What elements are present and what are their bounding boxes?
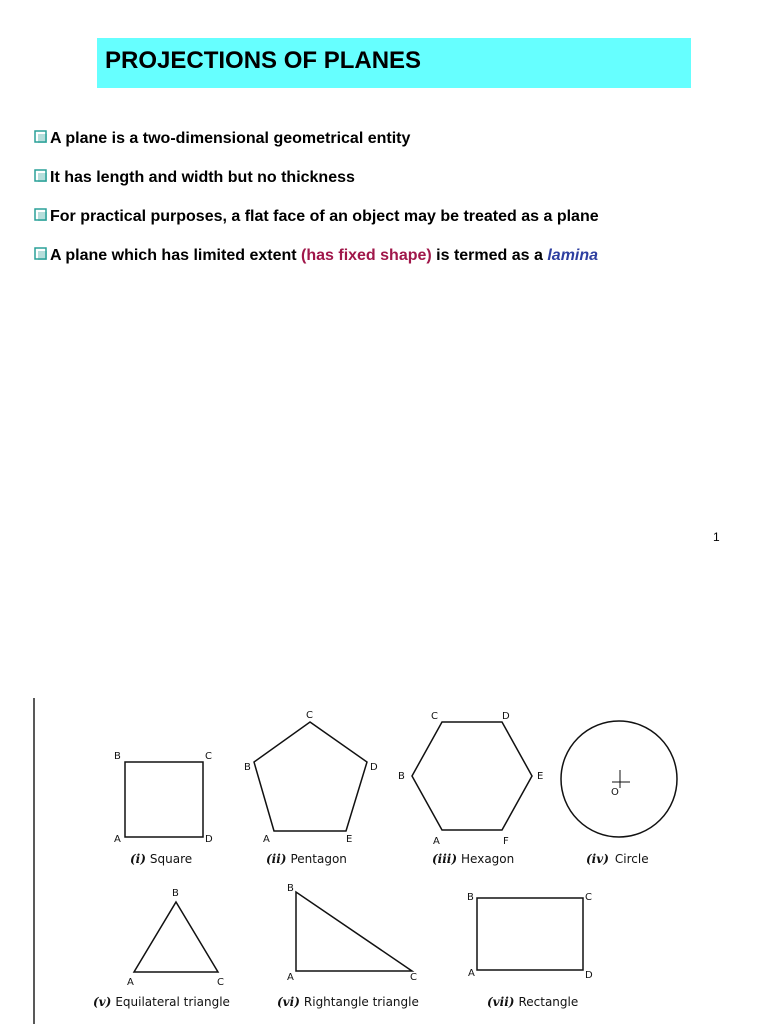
vertex-label: A [433,836,440,847]
vertex-label: C [431,711,438,722]
vertex-label: E [346,834,353,845]
square-outline [125,762,203,837]
vertex-label: B [244,762,251,773]
hexagon-outline [412,722,532,830]
shape-caption: (iv) Circle [586,852,649,866]
bullet-text: For practical purposes, a flat face of an object may be treated as a plane [50,208,599,225]
circle-shape [561,721,677,866]
bullet-highlight-red: (has fixed shape) [301,247,432,264]
checkbox-bullet-icon [34,247,48,261]
bullet-text: is termed as a [431,247,548,264]
rectangle-shape [467,892,593,1009]
bullet-item [34,205,599,229]
vertex-label: C [585,892,592,903]
vertex-label: C [306,710,313,721]
vertex-label: F [503,836,509,847]
checkbox-bullet-icon [34,208,48,222]
rectangle-outline [477,898,583,970]
shape-caption: (vi) Rightangle triangle [277,995,419,1009]
checkbox-bullet-icon [34,130,48,144]
shape-caption: (vii) Rectangle [487,995,579,1009]
vertex-label: B [467,892,474,903]
vertex-label: B [114,751,121,762]
vertex-label: A [127,977,134,988]
rightangle-triangle-shape [277,883,419,1009]
bullet-item [34,166,355,190]
vertex-label: A [114,834,121,845]
plane-shapes-figure [0,690,768,1024]
bullet-highlight-blue: lamina [547,247,599,264]
pentagon-outline [254,722,367,831]
rightangle-triangle-outline [296,892,412,971]
vertex-label: C [410,972,417,983]
bullet-item [34,127,410,151]
shapes-diagram [0,690,768,1024]
square-shape [114,751,213,866]
shape-caption: (i) Square [130,852,193,866]
vertex-label: B [172,888,179,899]
vertex-label: A [263,834,270,845]
vertex-label: D [370,762,378,773]
checkbox-bullet-icon [34,169,48,183]
vertex-label: A [287,972,294,983]
vertex-label: B [398,771,405,782]
vertex-label: D [205,834,213,845]
bullet-text: A plane which has limited extent [50,247,302,264]
pentagon-shape [244,710,378,866]
hexagon-shape [398,711,543,866]
shape-caption: (v) Equilateral triangle [93,995,230,1009]
circle-outline [561,721,677,837]
title-banner [97,38,691,88]
vertex-label: O [611,787,619,798]
bullet-text: It has length and width but no thickness [50,169,355,186]
vertex-label: E [537,771,544,782]
page-number: 1 [713,530,720,544]
bullet-text: A plane is a two-dimensional geometrical entity [50,130,411,147]
shape-caption: (iii) Hexagon [432,852,515,866]
vertex-label: A [468,968,475,979]
page-title: PROJECTIONS OF PLANES [105,47,422,74]
vertex-label: C [217,977,224,988]
shape-caption: (ii) Pentagon [266,852,347,866]
equilateral-triangle-shape [93,888,230,1009]
vertex-label: D [502,711,510,722]
equilateral-triangle-outline [134,902,218,972]
bullet-item [34,244,598,268]
vertex-label: B [287,883,294,894]
vertex-label: D [585,970,593,981]
vertex-label: C [205,751,212,762]
